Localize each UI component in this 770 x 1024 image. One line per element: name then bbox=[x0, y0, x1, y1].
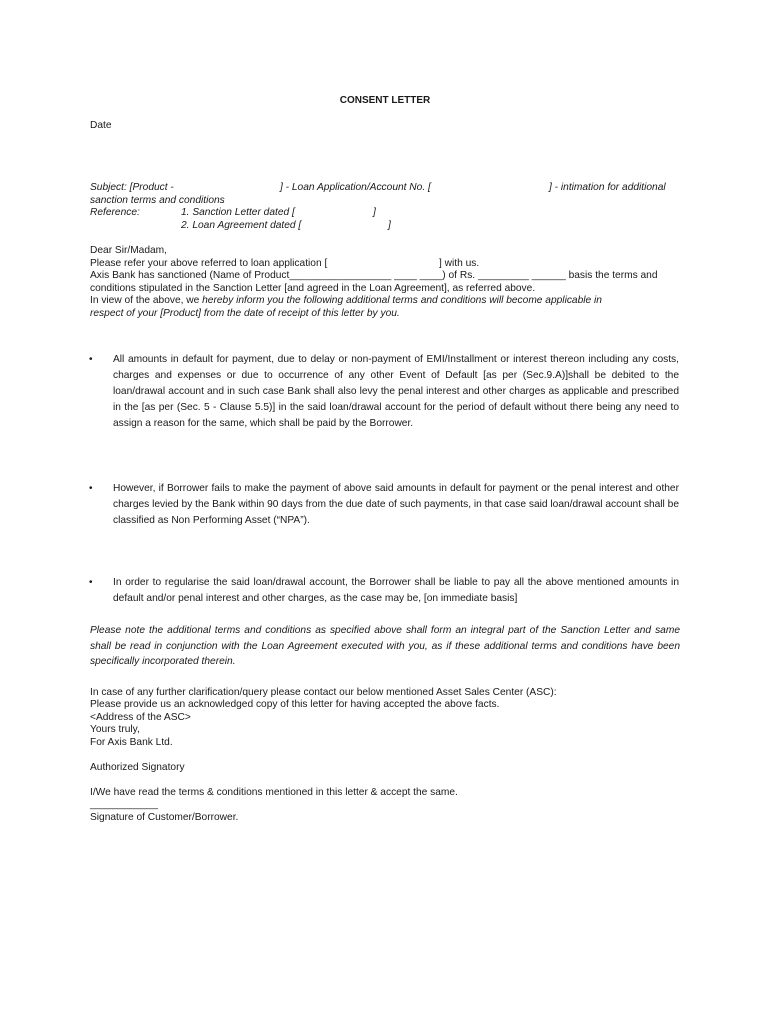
signature-line: ____________ bbox=[90, 799, 158, 810]
reference-loan-agreement-close: ] bbox=[388, 220, 391, 231]
intro-line4-italic: hereby inform you the following additional terms and conditions will become applicable in bbox=[202, 295, 602, 306]
reference-loan-agreement: 2. Loan Agreement dated [ bbox=[181, 220, 302, 231]
reference-sanction-letter: 1. Sanction Letter dated [ bbox=[181, 207, 295, 218]
intro-line1-end: ] with us. bbox=[439, 258, 480, 269]
closing-bank-name: For Axis Bank Ltd. bbox=[90, 737, 173, 748]
acceptance-statement: I/We have read the terms & conditions mentioned in this letter & accept the same. bbox=[90, 787, 458, 798]
reference-sanction-letter-close: ] bbox=[373, 207, 376, 218]
reference-label: Reference: bbox=[90, 207, 140, 218]
intro-line1: Please refer your above referred to loan application [ bbox=[90, 258, 328, 269]
letter-title: CONSENT LETTER bbox=[339, 95, 431, 106]
date-label: Date bbox=[90, 120, 112, 131]
subject-intimation: ] - intimation for additional bbox=[549, 182, 666, 193]
subject-loan-account: ] - Loan Application/Account No. [ bbox=[280, 182, 431, 193]
bullet-marker: • bbox=[89, 483, 93, 494]
closing-line1: In case of any further clarification/query please contact our below mentioned Asset Sales Center (ASC): bbox=[90, 687, 557, 698]
subject-product: Subject: [Product - bbox=[90, 182, 174, 193]
greeting: Dear Sir/Madam, bbox=[90, 245, 167, 256]
closing-address: <Address of the ASC> bbox=[90, 712, 191, 723]
authorized-signatory: Authorized Signatory bbox=[90, 762, 185, 773]
bullet-regularise-account: In order to regularise the said loan/drawal account, the Borrower shall be liable to pay all the above mentioned amounts in default and/or penal interest and other charges, as the case may be, [on immediate basis] bbox=[113, 577, 679, 604]
intro-line4-normal: In view of the above, we bbox=[90, 295, 203, 306]
intro-line3: conditions stipulated in the Sanction Letter [and agreed in the Loan Agreement], as referred above. bbox=[90, 283, 536, 294]
intro-line2: Axis Bank has sanctioned (Name of Product__________________ ____ ____) of Rs. _________ ______ basis the terms and bbox=[90, 270, 658, 281]
bullet-npa-classification: However, if Borrower fails to make the payment of above said amounts in default for payment or the penal interest and other charges levied by the Bank within 90 days from the due date of such payments, in that case said loan/drawal account shall be classified as Non Performing Asset (“NPA”). bbox=[113, 483, 679, 526]
closing-yours-truly: Yours truly, bbox=[90, 724, 140, 735]
subject-line2: sanction terms and conditions bbox=[90, 195, 225, 206]
bullet-default-amounts: All amounts in default for payment, due to delay or non-payment of EMI/Installment or interest thereon including any costs, charges and expenses or due to occurrence of any other Event of Default [as per (Sec.9.A)]shall be debited to the loan/drawal account and in such case Bank shall also levy the penal interest and other charges as applicable and prescribed in the [as per (Sec. 5 - Clause 5.5)] in the said loan/drawal account for the period of default without there being any need to assign a reason for the same, which shall be paid by the Borrower. bbox=[113, 354, 679, 429]
closing-line2: Please provide us an acknowledged copy of this letter for having accepted the above facts. bbox=[90, 699, 500, 710]
additional-terms-note: Please note the additional terms and conditions as specified above shall form an integral part of the Sanction Letter and same shall be read in conjunction with the Loan Agreement executed with you, as if these additional terms and conditions have been specifically incorporated therein. bbox=[90, 625, 680, 667]
bullet-marker: • bbox=[89, 354, 93, 365]
intro-line5: respect of your [Product] from the date of receipt of this letter by you. bbox=[90, 308, 400, 319]
intro-line4 bbox=[90, 295, 602, 308]
bullet-marker: • bbox=[89, 577, 93, 588]
signature-label: Signature of Customer/Borrower. bbox=[90, 812, 239, 823]
